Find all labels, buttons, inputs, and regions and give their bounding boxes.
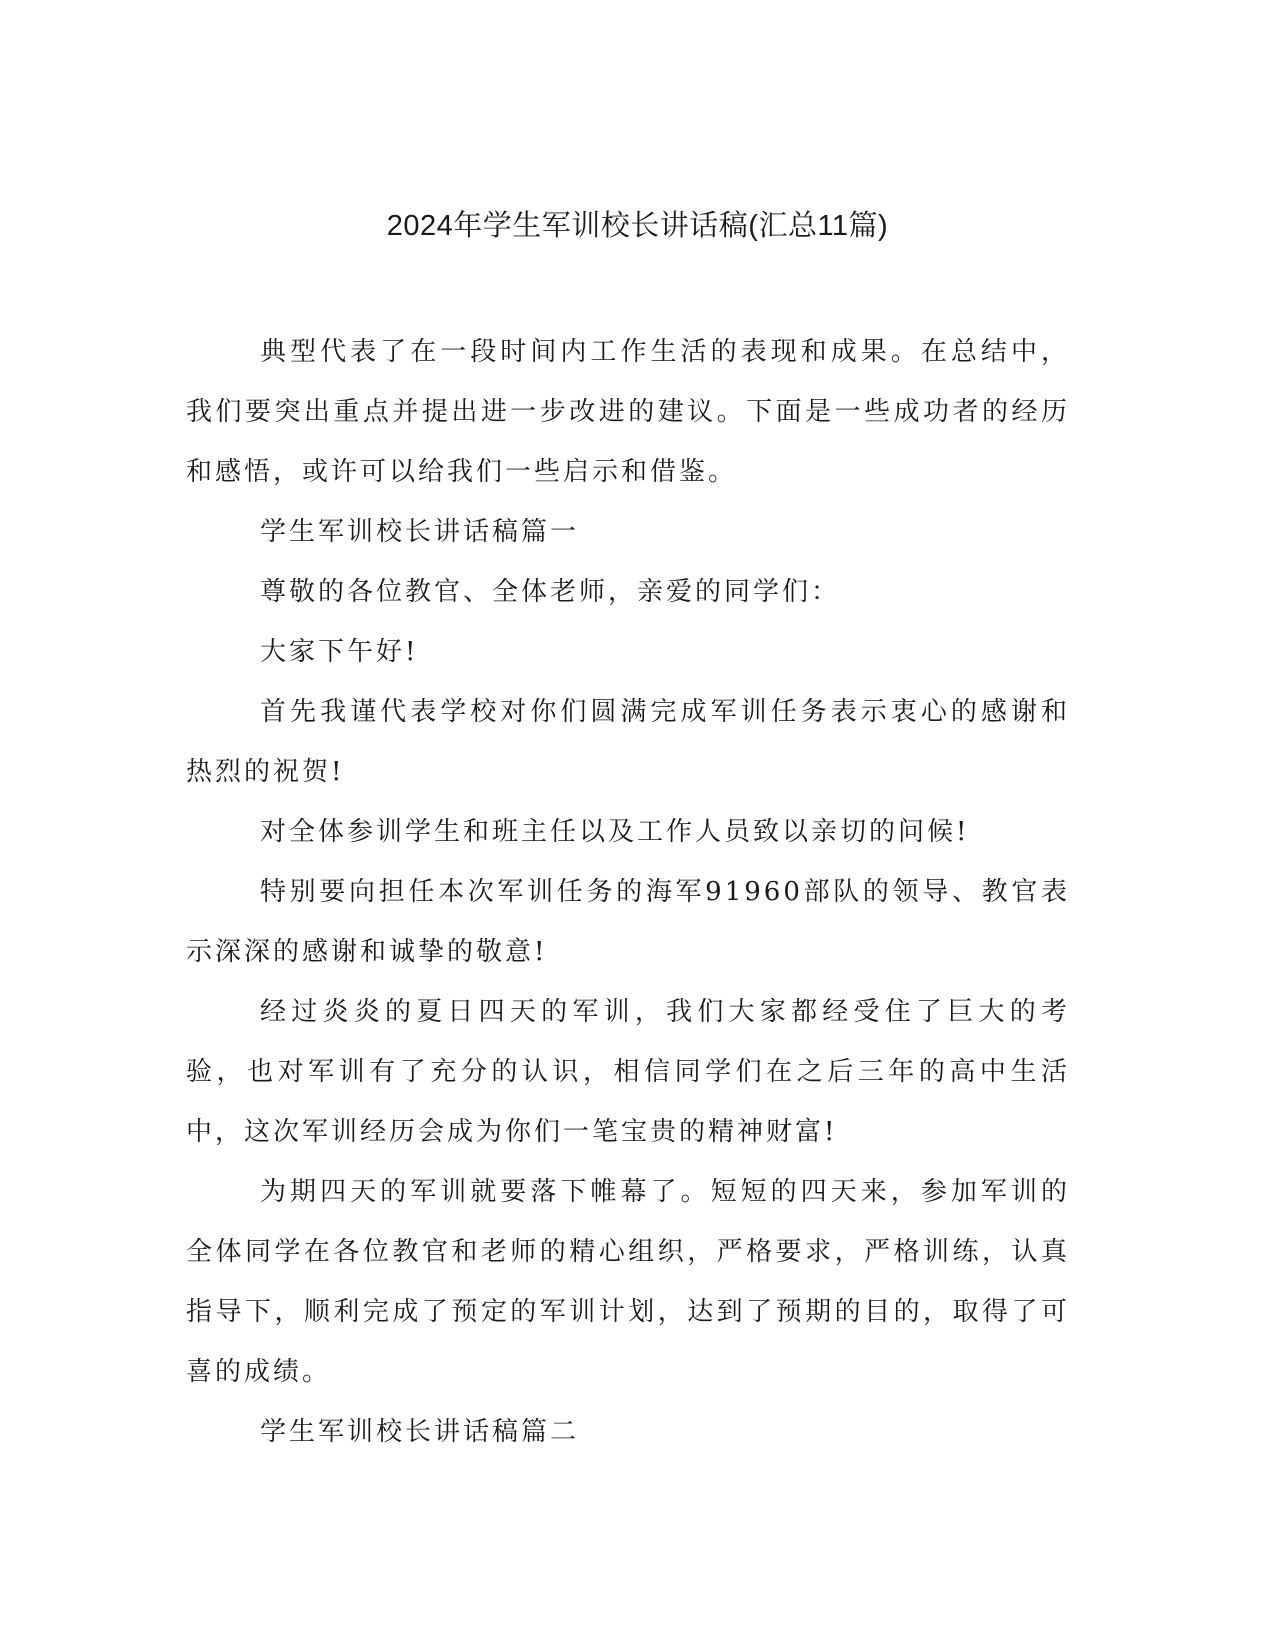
document-title: 2024年学生军训校长讲话稿(汇总11篇) <box>386 210 889 242</box>
greeting-paragraph: 大家下午好! <box>260 637 419 667</box>
experience-paragraph: 经过炎炎的夏日四天的军训，我们大家都经受住了巨大的考验，也对军训有了充分的认识，相信同学们在之后三年的高中生活中，这次军训经历会成为你们一笔宝贵的精神财富! <box>186 997 1070 1147</box>
salutation-paragraph: 尊敬的各位教官、全体老师，亲爱的同学们： <box>260 577 841 607</box>
document-body <box>186 322 1070 1462</box>
conclusion-paragraph: 为期四天的军训就要落下帷幕了。短短的四天来，参加军训的全体同学在各位教官和老师的精心组织，严格要求，严格训练，认真指导下，顺利完成了预定的军训计划，达到了预期的目的，取得了可喜的成绩。 <box>186 1177 1070 1387</box>
thanks-paragraph: 首先我谨代表学校对你们圆满完成军训任务表示衷心的感谢和热烈的祝贺! <box>186 697 1070 787</box>
intro-paragraph: 典型代表了在一段时间内工作生活的表现和成果。在总结中，我们要突出重点并提出进一步改进的建议。下面是一些成功者的经历和感悟，或许可以给我们一些启示和借鉴。 <box>186 337 1070 487</box>
troop-thanks-paragraph: 特别要向担任本次军训任务的海军91960部队的领导、教官表示深深的感谢和诚挚的敬意! <box>186 877 1070 967</box>
section-heading-two: 学生军训校长讲话稿篇二 <box>260 1417 580 1447</box>
regards-paragraph: 对全体参训学生和班主任以及工作人员致以亲切的问候! <box>260 817 970 847</box>
section-heading-one: 学生军训校长讲话稿篇一 <box>260 517 580 547</box>
